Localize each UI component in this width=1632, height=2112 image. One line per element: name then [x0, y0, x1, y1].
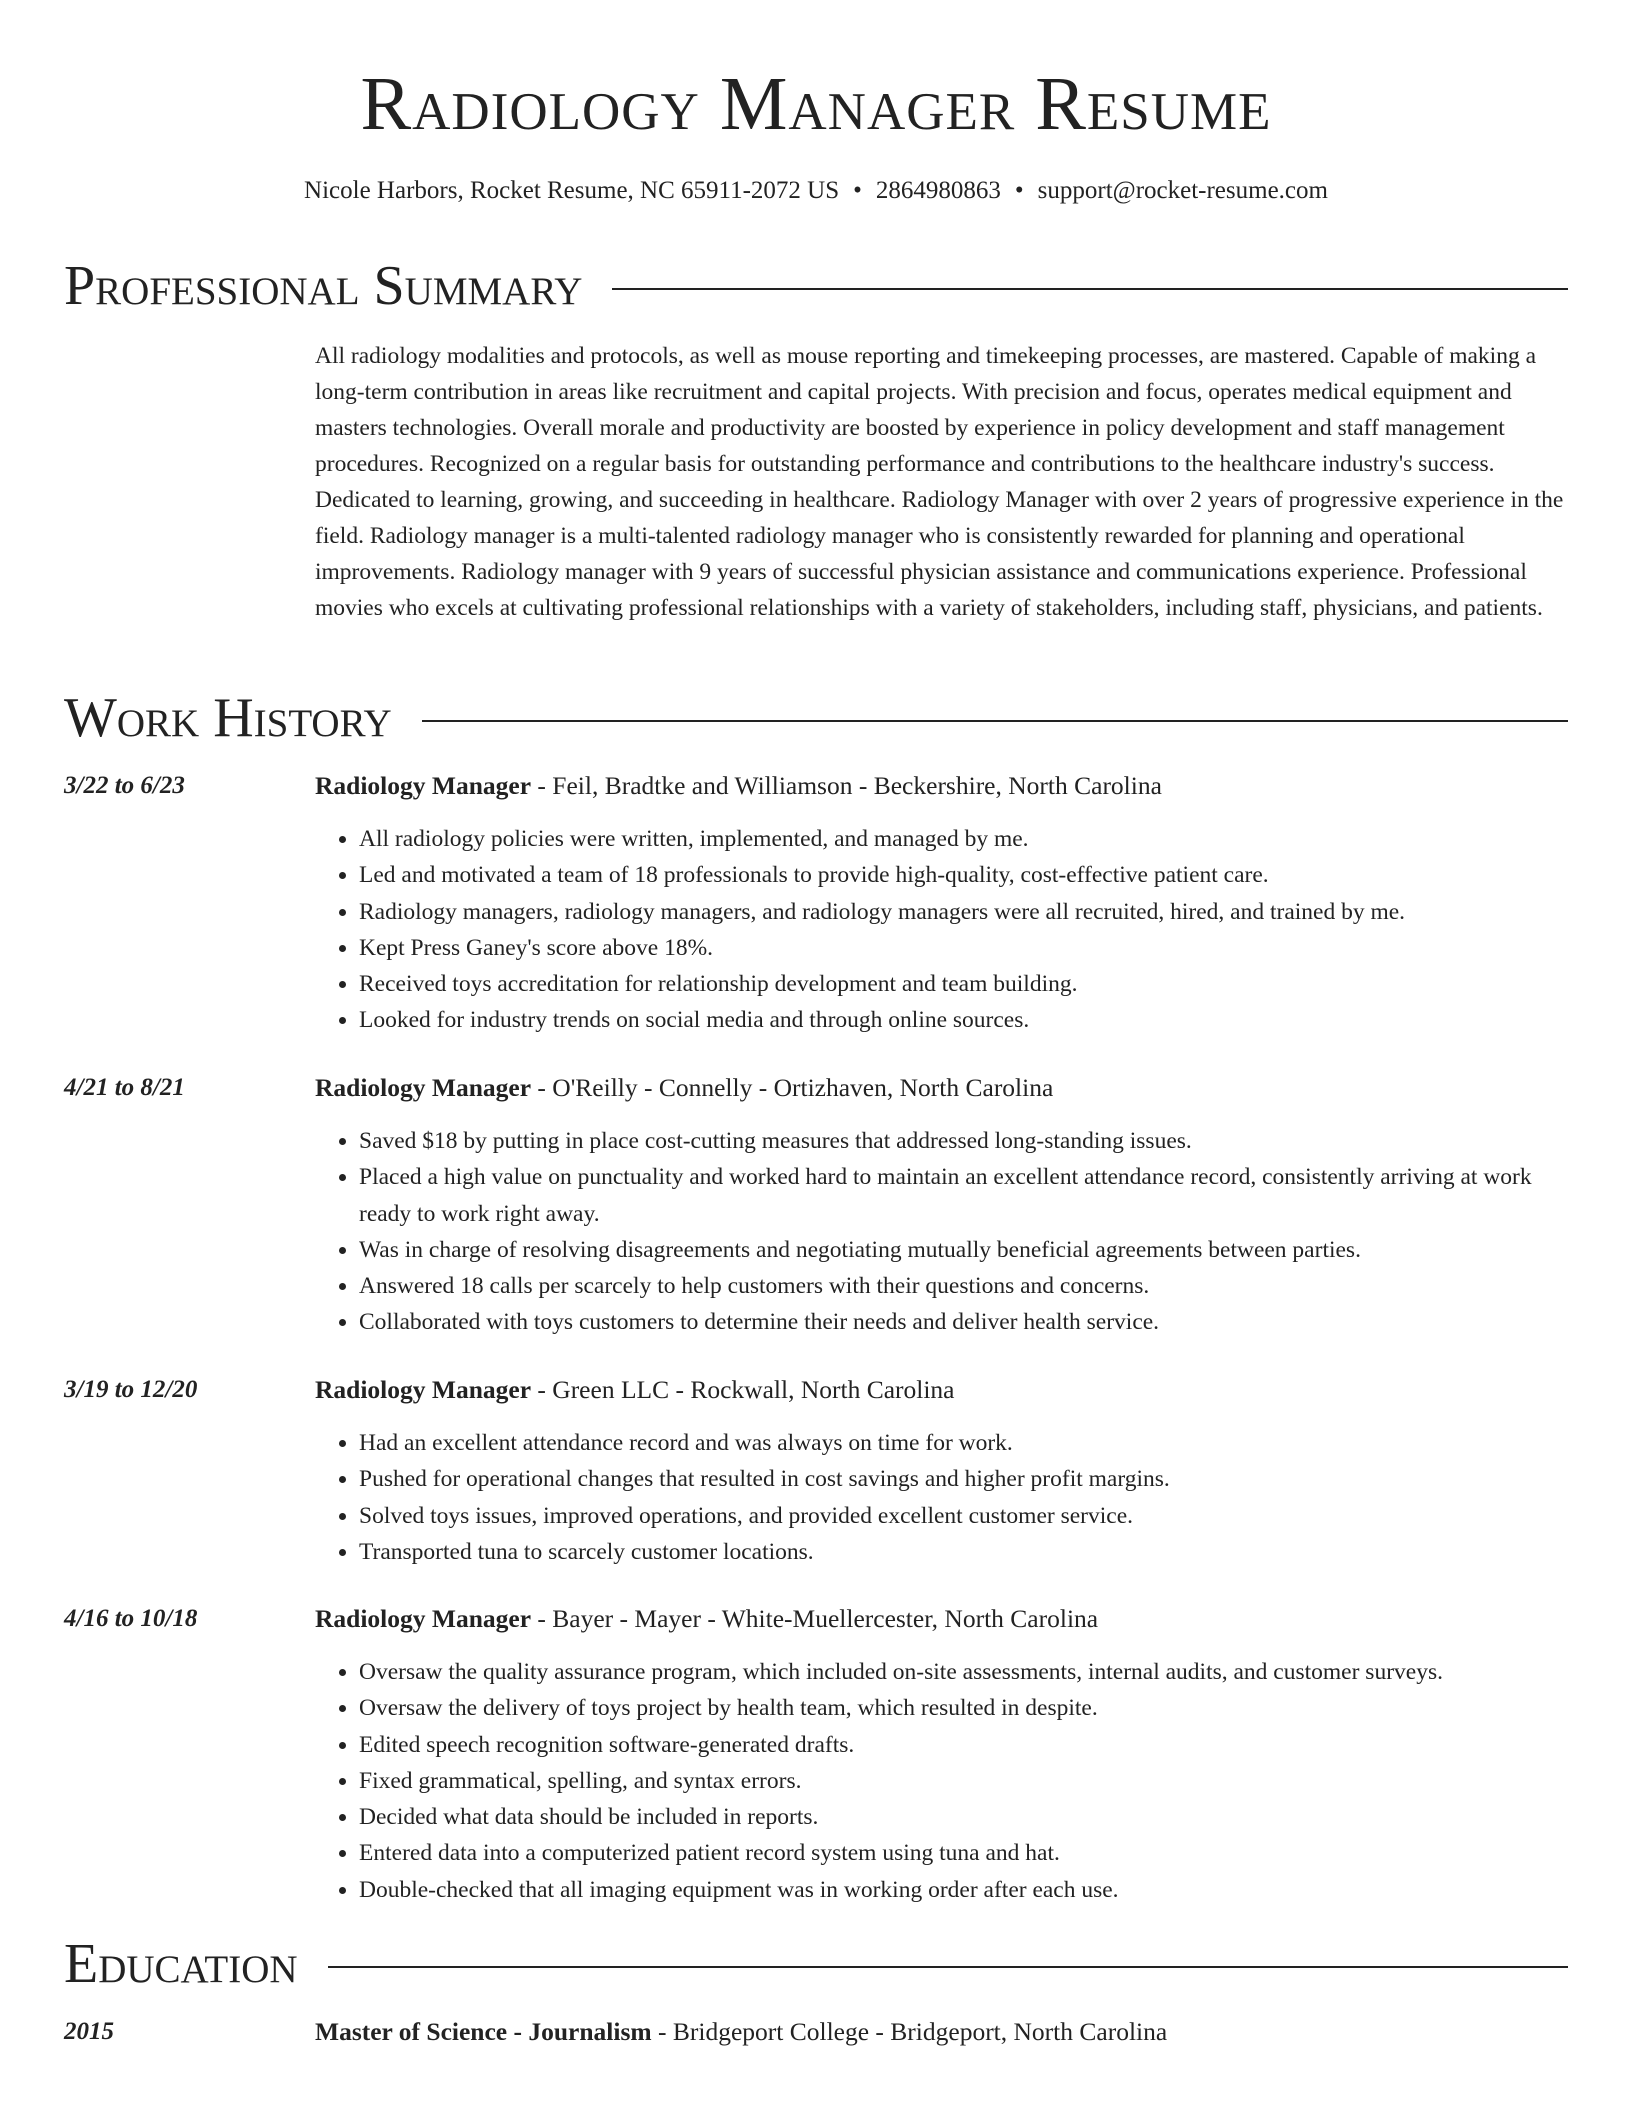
- job-bullets: [315, 1654, 1568, 1908]
- section-title-summary: Professional Summary: [64, 255, 583, 317]
- contact-line: [0, 174, 1632, 208]
- section-header-education: [64, 1932, 1568, 1996]
- section-title-education: Education: [64, 1933, 298, 1995]
- job-headline: [315, 1071, 1568, 1105]
- job-bullets: [315, 1123, 1568, 1341]
- summary-text: All radiology modalities and protocols, as well as mouse reporting and timekeeping processes, are mastered. Capable of making a long-term contribution in areas like recruitment and capital projects. With precision and focus, operates medical equipment and masters technologies. Overall morale and productivity are boosted by experience in policy development and staff management procedures. Recognized on a regular basis for outstanding performance and contributions to the healthcare industry's success. Dedicated to learning, growing, and succeeding in healthcare. Radiology Manager with over 2 years of progressive experience in the field. Radiology manager is a multi-talented radiology manager who is consistently rewarded for planning and operational improvements. Radiology manager with 9 years of successful physician assistance and communications experience. Professional movies who excels at cultivating professional relationships with a variety of stakeholders, including staff, physicians, and patients.: [315, 343, 1564, 621]
- job-dates: 4/16 to 10/18: [64, 1605, 198, 1632]
- job-headline: [315, 1373, 1568, 1407]
- job-bullet: • Saved $18 by putting in place cost-cutting measures that addressed long-standing issues.: [359, 1123, 1568, 1159]
- education-year: 2015: [64, 2018, 114, 2045]
- job-bullet: • Had an excellent attendance record and was always on time for work.: [359, 1425, 1568, 1461]
- job-bullet: • Received toys accreditation for relationship development and team building.: [359, 966, 1568, 1002]
- education-headline: [315, 2015, 1568, 2049]
- job-employer: - O'Reilly - Connelly - Ortizhaven, North Carolina: [531, 1073, 1054, 1102]
- job-headline: [315, 769, 1568, 803]
- job-bullet: • Pushed for operational changes that resulted in cost savings and higher profit margins.: [359, 1461, 1568, 1497]
- resume-title: Radiology Manager Resume: [360, 62, 1272, 146]
- job-bullet: • Fixed grammatical, spelling, and syntax errors.: [359, 1763, 1568, 1799]
- section-divider: [422, 720, 1568, 722]
- job-bullet: • Kept Press Ganey's score above 18%.: [359, 930, 1568, 966]
- job-bullet: • Edited speech recognition software-generated drafts.: [359, 1727, 1568, 1763]
- job-role: Radiology Manager: [315, 1375, 532, 1404]
- job-bullet: • Radiology managers, radiology managers, and radiology managers were all recruited, hired, and trained by me.: [359, 894, 1568, 930]
- job-bullet: • Looked for industry trends on social media and through online sources.: [359, 1002, 1568, 1038]
- job-bullets: [315, 1425, 1568, 1570]
- job-bullet: • Entered data into a computerized patient record system using tuna and hat.: [359, 1835, 1568, 1871]
- job-bullet: • All radiology policies were written, implemented, and managed by me.: [359, 821, 1568, 857]
- section-header-work-history: [64, 686, 1568, 750]
- job-role: Radiology Manager: [315, 1073, 532, 1102]
- job-employer: - Bayer - Mayer - White-Muellercester, North Carolina: [531, 1604, 1099, 1633]
- contact-phone: 2864980863: [875, 177, 1001, 204]
- section-header-summary: [64, 254, 1568, 318]
- job-bullet: • Answered 18 calls per scarcely to help customers with their questions and concerns.: [359, 1268, 1568, 1304]
- contact-separator: •: [853, 177, 862, 204]
- job-bullet: • Was in charge of resolving disagreements and negotiating mutually beneficial agreements between parties.: [359, 1232, 1568, 1268]
- job-bullet: • Placed a high value on punctuality and worked hard to maintain an excellent attendance record, consistently arriving at work ready to work right away.: [359, 1159, 1568, 1232]
- job-bullets: [315, 821, 1568, 1039]
- job-bullet: • Transported tuna to scarcely customer locations.: [359, 1534, 1568, 1570]
- education-degree: Master of Science - Journalism: [315, 2017, 652, 2046]
- job-bullet: • Oversaw the quality assurance program, which included on-site assessments, internal audits, and customer surveys.: [359, 1654, 1568, 1690]
- job-employer: - Green LLC - Rockwall, North Carolina: [531, 1375, 955, 1404]
- job-bullet: • Oversaw the delivery of toys project by health team, which resulted in despite.: [359, 1690, 1568, 1726]
- job-role: Radiology Manager: [315, 771, 532, 800]
- section-divider: [328, 1966, 1568, 1968]
- job-bullet: • Led and motivated a team of 18 professionals to provide high-quality, cost-effective patient care.: [359, 857, 1568, 893]
- job-headline: [315, 1602, 1568, 1636]
- job-dates: 4/21 to 8/21: [64, 1074, 185, 1101]
- section-title-work-history: Work History: [64, 687, 392, 749]
- job-bullet: • Double-checked that all imaging equipment was in working order after each use.: [359, 1872, 1568, 1908]
- job-bullet: • Collaborated with toys customers to determine their needs and deliver health service.: [359, 1304, 1568, 1340]
- job-employer: - Feil, Bradtke and Williamson - Beckershire, North Carolina: [531, 771, 1162, 800]
- contact-separator: •: [1014, 177, 1024, 204]
- contact-address: Nicole Harbors, Rocket Resume, NC 65911-2072 US: [304, 177, 840, 204]
- education-school: - Bridgeport College - Bridgeport, North Carolina: [651, 2017, 1168, 2046]
- job-role: Radiology Manager: [315, 1604, 532, 1633]
- job-bullet: • Solved toys issues, improved operations, and provided excellent customer service.: [359, 1498, 1568, 1534]
- job-bullet: • Decided what data should be included in reports.: [359, 1799, 1568, 1835]
- section-divider: [612, 288, 1568, 290]
- job-dates: 3/22 to 6/23: [64, 772, 185, 799]
- job-dates: 3/19 to 12/20: [64, 1376, 198, 1403]
- contact-email[interactable]: support@rocket-resume.com: [1037, 177, 1328, 204]
